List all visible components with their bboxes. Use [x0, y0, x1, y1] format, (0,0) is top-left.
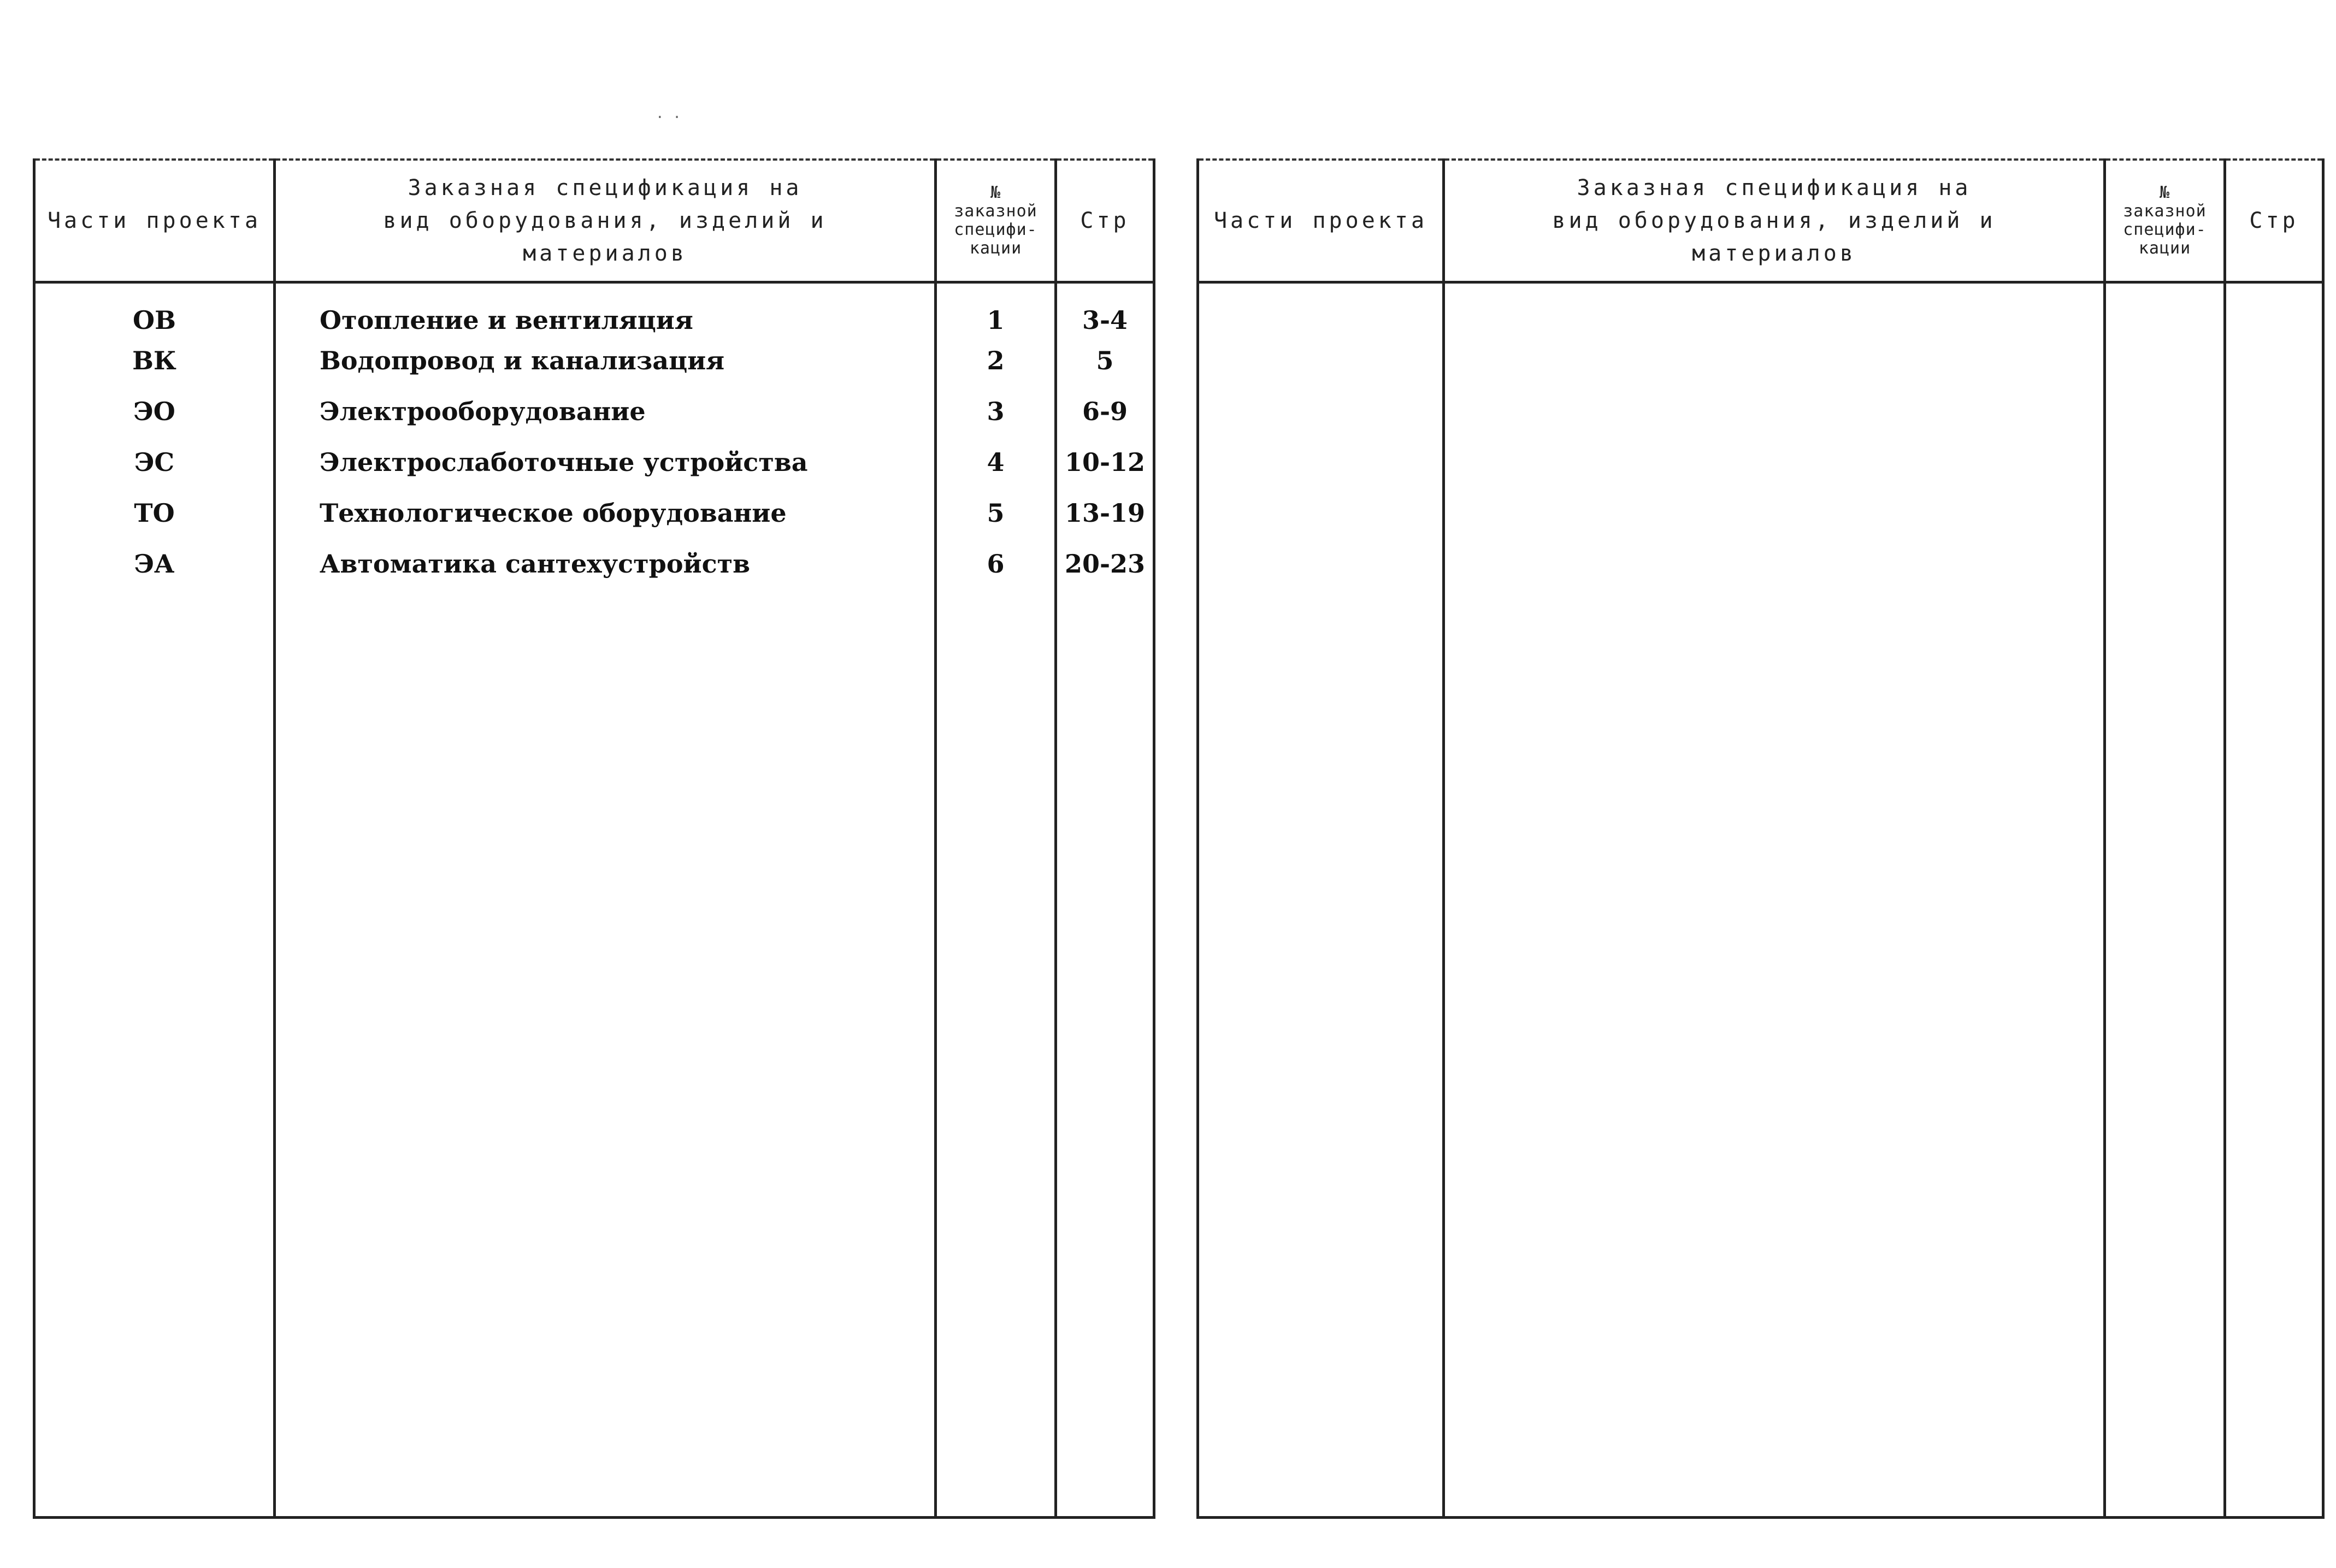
- table-filler-row: [1198, 282, 2323, 1518]
- spec-name: Автоматика сантехустройств: [275, 538, 936, 589]
- header-spec: Заказная спецификация на вид оборудования, изделий и материалов: [1444, 160, 2105, 282]
- table-row: [34, 487, 1154, 538]
- spec-name: Технологическое оборудование: [275, 487, 936, 538]
- empty-cell: [2105, 282, 2225, 1518]
- spec-number: 6: [936, 538, 1056, 589]
- spec-name: Водопровод и канализация: [275, 335, 936, 386]
- spec-table-left: [33, 158, 1155, 1519]
- part-code: ТО: [34, 487, 275, 538]
- spec-number: 5: [936, 487, 1056, 538]
- part-code: ЭА: [34, 538, 275, 589]
- part-code: ЭО: [34, 386, 275, 437]
- page-range: 6-9: [1056, 386, 1154, 437]
- table-row: [34, 335, 1154, 386]
- empty-cell: [275, 589, 936, 1518]
- table-filler-row: [34, 589, 1154, 1518]
- part-code: ВК: [34, 335, 275, 386]
- table-row: [34, 282, 1154, 335]
- spec-number: 1: [936, 282, 1056, 335]
- header-spec-no: № заказной специфи- кации: [936, 160, 1056, 282]
- scan-marks: · ·: [656, 109, 681, 126]
- header-row: [34, 160, 1154, 282]
- page-range: 20-23: [1056, 538, 1154, 589]
- page-range: 5: [1056, 335, 1154, 386]
- table-row: [34, 386, 1154, 437]
- header-spec: Заказная спецификация на вид оборудования, изделий и материалов: [275, 160, 936, 282]
- header-page: Стр: [1056, 160, 1154, 282]
- page-range: 3-4: [1056, 282, 1154, 335]
- header-page: Стр: [2225, 160, 2323, 282]
- header-spec-no: № заказной специфи- кации: [2105, 160, 2225, 282]
- header-row: [1198, 160, 2323, 282]
- spec-name: Электрооборудование: [275, 386, 936, 437]
- empty-cell: [1056, 589, 1154, 1518]
- spec-number: 3: [936, 386, 1056, 437]
- header-parts: Части проекта: [1198, 160, 1444, 282]
- spec-table-right: [1196, 158, 2325, 1519]
- spec-name: Отопление и вентиляция: [275, 282, 936, 335]
- spec-number: 2: [936, 335, 1056, 386]
- spec-number: 4: [936, 437, 1056, 487]
- part-code: ЭС: [34, 437, 275, 487]
- page-range: 10-12: [1056, 437, 1154, 487]
- empty-cell: [2225, 282, 2323, 1518]
- empty-cell: [34, 589, 275, 1518]
- empty-cell: [1444, 282, 2105, 1518]
- empty-cell: [936, 589, 1056, 1518]
- empty-cell: [1198, 282, 1444, 1518]
- header-parts: Части проекта: [34, 160, 275, 282]
- spec-name: Электрослаботочные устройства: [275, 437, 936, 487]
- table-row: [34, 538, 1154, 589]
- page-range: 13-19: [1056, 487, 1154, 538]
- part-code: ОВ: [34, 282, 275, 335]
- table-row: [34, 437, 1154, 487]
